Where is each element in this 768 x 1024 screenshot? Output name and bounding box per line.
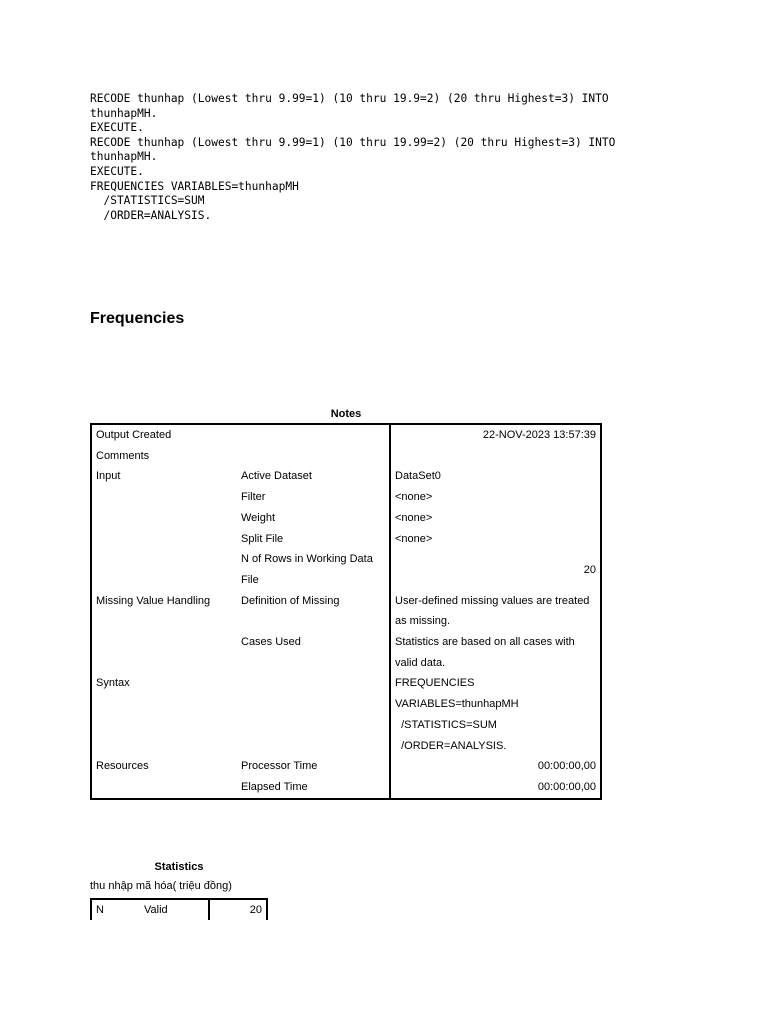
- table-row: [91, 466, 601, 487]
- table-cell: [91, 632, 237, 673]
- table-cell: Definition of Missing: [241, 594, 340, 607]
- table-cell: <none>: [390, 487, 601, 508]
- table-cell: Elapsed Time: [241, 780, 308, 793]
- table-cell: Comments: [96, 449, 150, 462]
- table-cell: 00:00:00,00: [390, 777, 601, 799]
- table-cell: [237, 549, 390, 590]
- table-cell: 00:00:00,00: [390, 756, 601, 777]
- syntax-line: thunhapMH.: [90, 150, 158, 164]
- table-cell: [390, 673, 601, 756]
- table-cell: Split File: [241, 532, 284, 545]
- table-cell: [390, 632, 601, 673]
- cell-line: /ORDER=ANALYSIS.: [395, 739, 507, 752]
- table-cell: Processor Time: [241, 760, 318, 773]
- table-cell: [91, 777, 237, 799]
- syntax-line: thunhapMH.: [90, 106, 158, 120]
- syntax-line: RECODE thunhap (Lowest thru 9.99=1) (10 thru 19.9=2) (20 thru Highest=3) INTO: [90, 92, 609, 105]
- table-row: [91, 673, 601, 756]
- notes-table-title: Notes: [330, 408, 362, 420]
- page-heading: Frequencies: [90, 310, 185, 327]
- table-cell: Syntax: [96, 677, 130, 690]
- table-cell: [237, 446, 390, 467]
- cell-line: as missing.: [395, 615, 451, 628]
- table-row: [91, 446, 601, 467]
- syntax-line: RECODE thunhap (Lowest thru 9.99=1) (10 thru 19.99=2) (20 thru Highest=3) INTO: [90, 135, 616, 149]
- table-row: [91, 487, 601, 508]
- table-cell: [237, 673, 390, 756]
- table-cell: <none>: [390, 508, 601, 529]
- table-cell: [237, 424, 390, 446]
- statistics-table-title: Statistics: [154, 861, 204, 873]
- syntax-line: /ORDER=ANALYSIS.: [90, 208, 212, 222]
- table-row: [91, 424, 601, 446]
- table-row: [91, 899, 267, 920]
- cell-line: User-defined missing values are treated: [395, 594, 590, 607]
- cell-line: /STATISTICS=SUM: [395, 718, 497, 731]
- table-cell: 20: [249, 904, 262, 916]
- notes-table: [90, 423, 602, 800]
- syntax-line: EXECUTE.: [90, 164, 144, 178]
- cell-line: File: [241, 573, 259, 586]
- table-cell: Active Dataset: [241, 470, 312, 483]
- table-cell: Missing Value Handling: [96, 594, 211, 607]
- table-cell: [390, 446, 601, 467]
- table-cell: 22-NOV-2023 13:57:39: [390, 424, 601, 446]
- table-cell: Valid: [140, 899, 209, 920]
- table-cell: Weight: [241, 511, 276, 524]
- table-cell: [91, 549, 237, 590]
- table-cell: Resources: [96, 760, 149, 773]
- table-row: [91, 632, 601, 673]
- table-cell: DataSet0: [390, 466, 601, 487]
- table-cell: 20: [390, 549, 601, 590]
- table-cell: N: [96, 904, 104, 916]
- table-cell: Input: [96, 470, 121, 483]
- table-row: [91, 529, 601, 550]
- table-cell: [91, 508, 237, 529]
- table-row: [91, 591, 601, 632]
- table-row: [91, 756, 601, 777]
- cell-line: FREQUENCIES: [395, 677, 475, 690]
- statistics-subtitle: thu nhập mã hóa( triệu đồng): [90, 880, 232, 892]
- table-cell: Output Created: [96, 429, 172, 441]
- table-row: [91, 777, 601, 799]
- table-cell: [91, 487, 237, 508]
- cell-line: valid data.: [395, 656, 446, 669]
- syntax-line: /STATISTICS=SUM: [90, 194, 205, 208]
- cell-line: N of Rows in Working Data: [241, 553, 373, 566]
- table-cell: <none>: [390, 529, 601, 550]
- statistics-table: [90, 898, 268, 920]
- syntax-line: EXECUTE.: [90, 121, 144, 135]
- table-row: [91, 549, 601, 590]
- cell-line: VARIABLES=thunhapMH: [395, 698, 519, 711]
- table-cell: Filter: [241, 491, 266, 504]
- syntax-block: [90, 92, 615, 223]
- table-row: [91, 508, 601, 529]
- cell-line: Statistics are based on all cases with: [395, 636, 575, 649]
- table-cell: [390, 591, 601, 632]
- table-cell: [91, 529, 237, 550]
- syntax-line: FREQUENCIES VARIABLES=thunhapMH: [90, 179, 299, 193]
- table-cell: Cases Used: [241, 636, 301, 649]
